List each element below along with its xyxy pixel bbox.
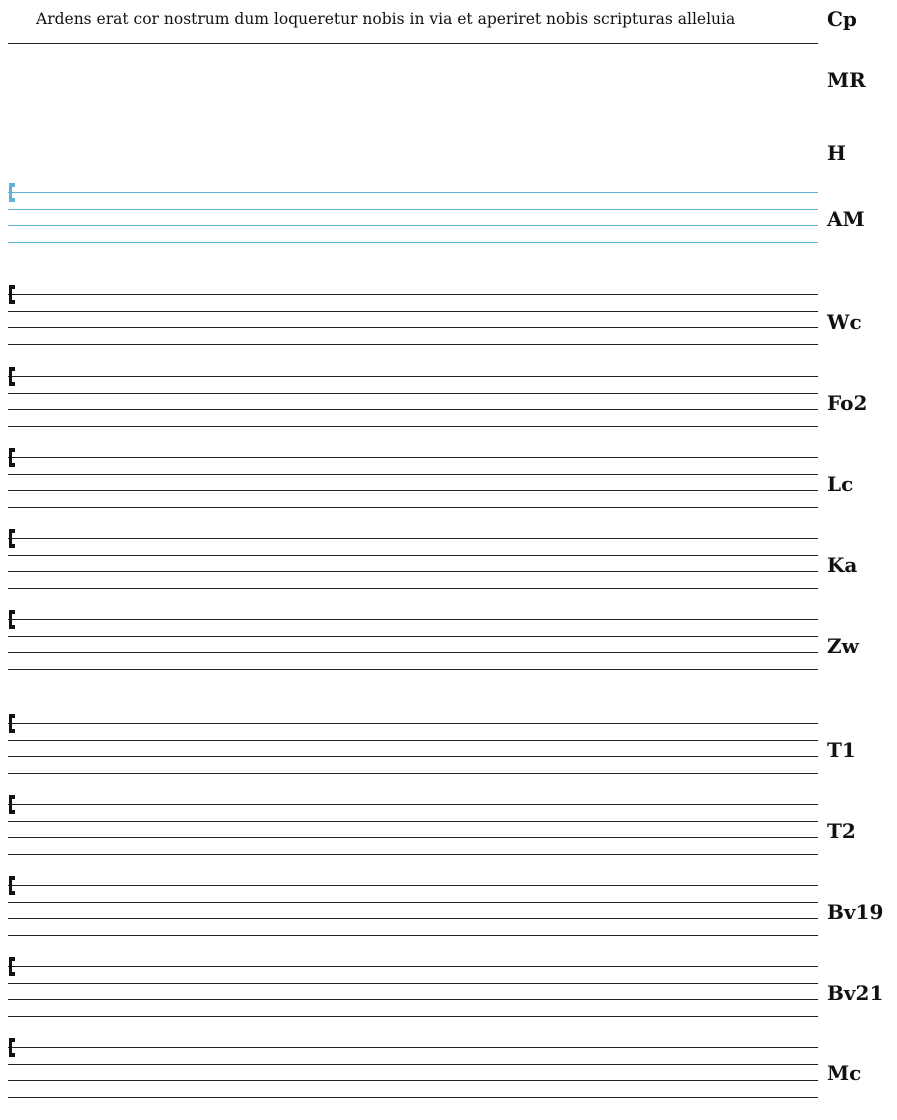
- siglum-bv21: Bv21: [827, 981, 884, 1005]
- siglum-h: H: [827, 141, 846, 165]
- staff-line: [8, 409, 818, 410]
- staff-line: [8, 1064, 818, 1065]
- c-clef-icon[interactable]: [8, 610, 16, 628]
- staff-line: [8, 393, 818, 394]
- staff-t1[interactable]: [8, 723, 818, 773]
- c-clef-icon[interactable]: [8, 183, 16, 201]
- staff-line: [8, 311, 818, 312]
- c-clef-icon[interactable]: [8, 714, 16, 732]
- staff-mc[interactable]: [8, 1047, 818, 1097]
- staff-line: [8, 344, 818, 345]
- staff-bv21[interactable]: [8, 966, 818, 1016]
- staff-line: [8, 1016, 818, 1017]
- staff-am[interactable]: [8, 192, 818, 242]
- staff-line: [8, 756, 818, 757]
- staff-line: [8, 966, 818, 967]
- staff-line: [8, 837, 818, 838]
- siglum-lc: Lc: [827, 472, 854, 496]
- text-line: [8, 0, 818, 44]
- staff-line: [8, 669, 818, 670]
- staff-line: [8, 918, 818, 919]
- staff-line: [8, 294, 818, 295]
- staff-line: [8, 209, 818, 210]
- siglum-ka: Ka: [827, 553, 858, 577]
- staff-t2[interactable]: [8, 804, 818, 854]
- staff-line: [8, 192, 818, 193]
- siglum-zw: Zw: [827, 634, 859, 658]
- siglum-header: Cp: [827, 7, 857, 31]
- staff-line: [8, 619, 818, 620]
- staff-line: [8, 652, 818, 653]
- siglum-wc: Wc: [827, 310, 862, 334]
- staff-line: [8, 538, 818, 539]
- staff-line: [8, 821, 818, 822]
- c-clef-icon[interactable]: [8, 876, 16, 894]
- staff-bv19[interactable]: [8, 885, 818, 935]
- staff-line: [8, 723, 818, 724]
- staff-line: [8, 588, 818, 589]
- staff-zw[interactable]: [8, 619, 818, 669]
- staff-line: [8, 225, 818, 226]
- staff-line: [8, 555, 818, 556]
- staff-wc[interactable]: [8, 294, 818, 344]
- staff-line: [8, 426, 818, 427]
- staff-line: [8, 1047, 818, 1048]
- staff-line: [8, 1080, 818, 1081]
- staff-line: [8, 902, 818, 903]
- staff-line: [8, 885, 818, 886]
- staff-line: [8, 327, 818, 328]
- staff-line: [8, 999, 818, 1000]
- staff-line: [8, 242, 818, 243]
- staff-line: [8, 507, 818, 508]
- siglum-am: AM: [827, 207, 865, 231]
- staff-line: [8, 636, 818, 637]
- siglum-mr: MR: [827, 68, 866, 92]
- staff-line: [8, 983, 818, 984]
- staff-line: [8, 571, 818, 572]
- staff-line: [8, 773, 818, 774]
- c-clef-icon[interactable]: [8, 1038, 16, 1056]
- c-clef-icon[interactable]: [8, 448, 16, 466]
- staff-line: [8, 854, 818, 855]
- staff-line: [8, 457, 818, 458]
- staff-line: [8, 1097, 818, 1098]
- staff-ka[interactable]: [8, 538, 818, 588]
- c-clef-icon[interactable]: [8, 529, 16, 547]
- staff-line: [8, 740, 818, 741]
- staff-line: [8, 474, 818, 475]
- staff-line: [8, 804, 818, 805]
- c-clef-icon[interactable]: [8, 285, 16, 303]
- siglum-bv19: Bv19: [827, 900, 884, 924]
- siglum-mc: Mc: [827, 1061, 862, 1085]
- c-clef-icon[interactable]: [8, 957, 16, 975]
- staff-line: [8, 376, 818, 377]
- staff-lc[interactable]: [8, 457, 818, 507]
- staff-line: [8, 935, 818, 936]
- siglum-t2: T2: [827, 819, 856, 843]
- siglum-fo2: Fo2: [827, 391, 868, 415]
- siglum-t1: T1: [827, 738, 856, 762]
- c-clef-icon[interactable]: [8, 795, 16, 813]
- staff-fo2[interactable]: [8, 376, 818, 426]
- c-clef-icon[interactable]: [8, 367, 16, 385]
- staff-line: [8, 490, 818, 491]
- chant-text[interactable]: Ardens erat cor nostrum dum loqueretur nobis in via et aperiret nobis scripturas alleluia: [36, 10, 736, 28]
